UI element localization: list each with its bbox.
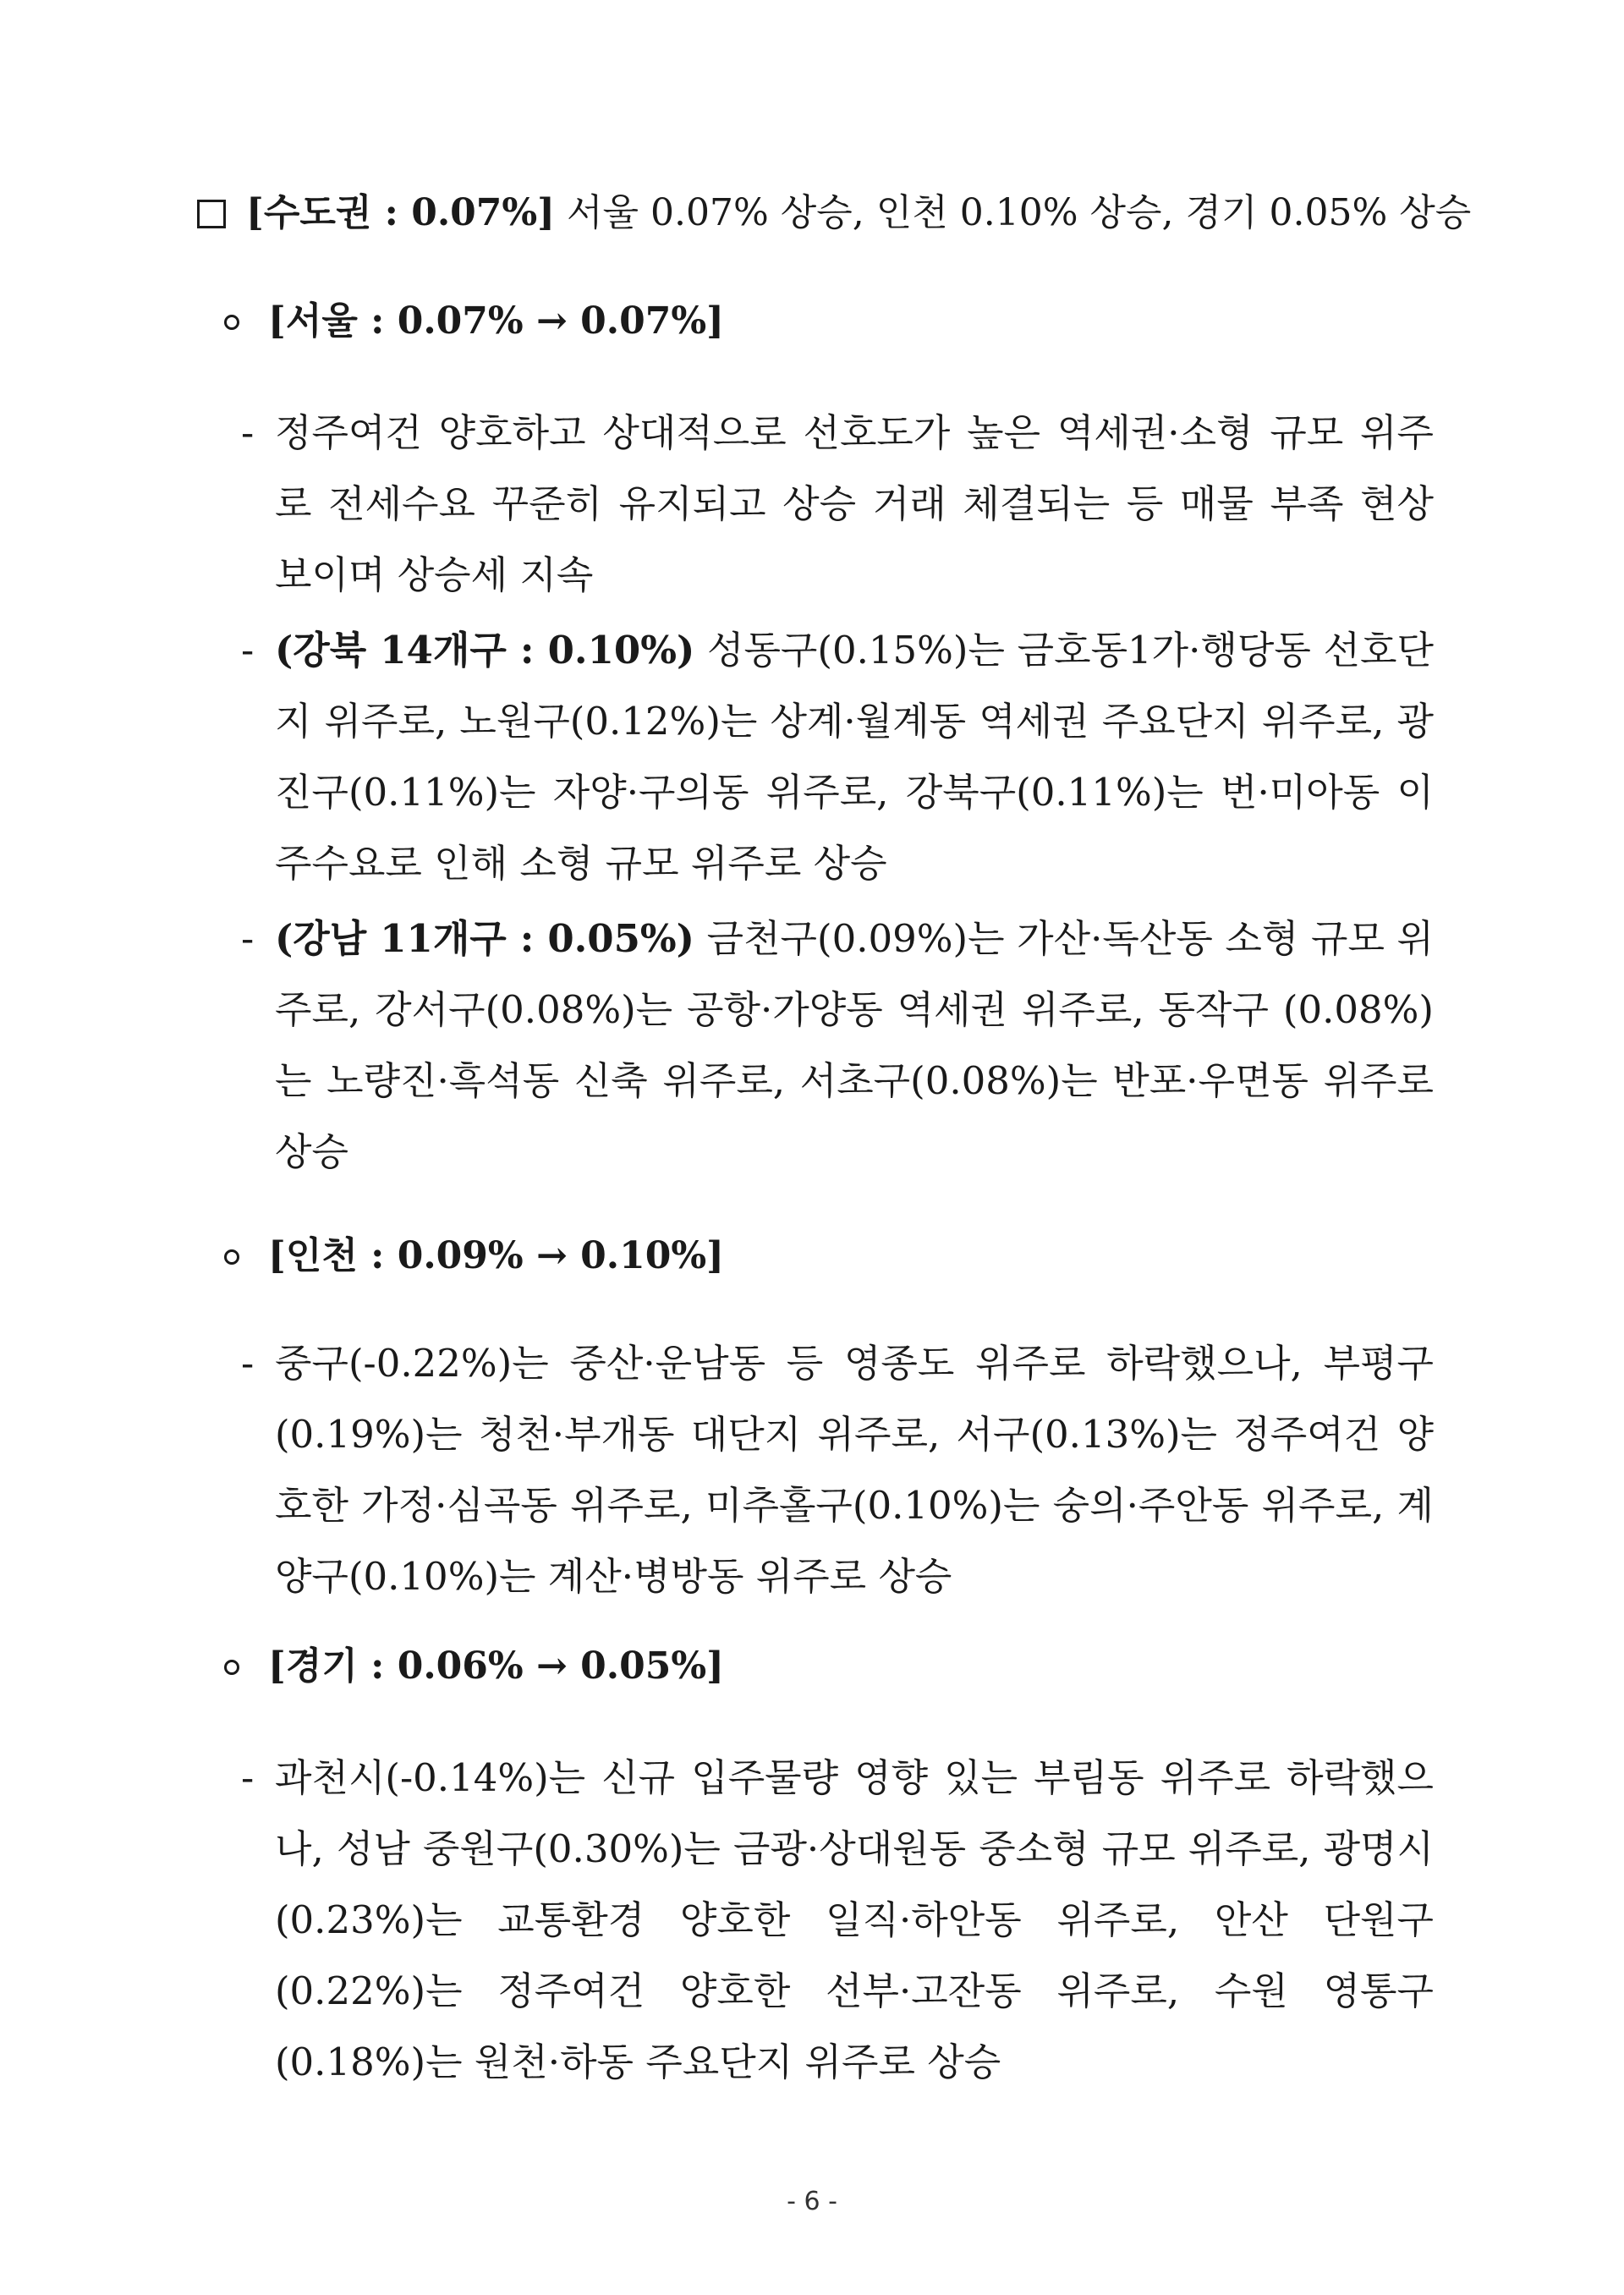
incheon-heading-text: [인천 : 0.09% → 0.10%] <box>268 1234 724 1277</box>
bullet-text: 과천시(-0.14%)는 신규 입주물량 영향 있는 부림동 위주로 하락했으나, 성남 중원구(0.30%)는 금광·상대원동 중소형 규모 위주로, 광명시(0.23%)는 교통환경 양호한 일직·하안동 위주로, 안산 단원구(0.22%)는 정주여건 양호한 선부·고잔동 위주로, 수원 영통구(0.18%)는 원천·하동 주요단지 위주로 상승 <box>275 1755 1434 2084</box>
gyeonggi-bullet-1 <box>241 1743 1434 2098</box>
circle-bullet-icon <box>224 315 239 330</box>
page-number: - 6 - <box>787 2187 837 2216</box>
gyeonggi-heading-text: [경기 : 0.06% → 0.05%] <box>268 1644 724 1688</box>
incheon-bullet-1 <box>241 1328 1434 1612</box>
gyeonggi-heading <box>224 1641 724 1692</box>
seoul-bullet-3 <box>241 903 1434 1188</box>
incheon-heading <box>224 1231 724 1282</box>
bullet-text: 정주여건 양호하고 상대적으로 선호도가 높은 역세권·소형 규모 위주로 전세수요 꾸준히 유지되고 상승 거래 체결되는 등 매물 부족 현상 보이며 상승세 지속 <box>275 410 1434 597</box>
dash-marker: - <box>241 628 255 673</box>
checkbox-square-icon <box>197 200 226 228</box>
bullet-text: 성동구(0.15%)는 금호동1가·행당동 선호단지 위주로, 노원구(0.12%)는 상계·월계동 역세권 주요단지 위주로, 광진구(0.11%)는 자양·구의동 위주로, 강북구(0.11%)는 번·미아동 이주수요로 인해 소형 규모 위주로 상승 <box>275 628 1434 886</box>
summary-text: 서울 0.07% 상승, 인천 0.10% 상승, 경기 0.05% 상승 <box>567 191 1472 234</box>
dash-marker: - <box>241 410 255 455</box>
bullet-text: 금천구(0.09%)는 가산·독산동 소형 규모 위주로, 강서구(0.08%)는 공항·가양동 역세권 위주로, 동작구 (0.08%)는 노량진·흑석동 신축 위주로, 서초구(0.08%)는 반포·우면동 위주로 상승 <box>275 916 1435 1174</box>
section-summary-heading <box>197 188 1472 239</box>
seoul-heading-text: [서울 : 0.07% → 0.07%] <box>268 299 724 343</box>
dash-marker: - <box>241 1341 255 1386</box>
seoul-bullet-2 <box>241 615 1434 899</box>
bullet-label: (강남 11개구 : 0.05%) <box>275 916 694 961</box>
circle-bullet-icon <box>224 1249 239 1265</box>
seoul-bullet-1 <box>241 398 1434 611</box>
dash-marker: - <box>241 1755 255 1800</box>
bullet-label: (강북 14개구 : 0.10%) <box>275 628 695 673</box>
summary-label: [수도권 : 0.07%] <box>246 191 555 234</box>
circle-bullet-icon <box>224 1660 239 1675</box>
seoul-heading <box>224 296 724 347</box>
dash-marker: - <box>241 916 255 961</box>
bullet-text: 중구(-0.22%)는 중산·운남동 등 영종도 위주로 하락했으나, 부평구 (0.19%)는 청천·부개동 대단지 위주로, 서구(0.13%)는 정주여건 양호한 가정·심곡동 위주로, 미추홀구(0.10%)는 숭의·주안동 위주로, 계양구(0.10%)는 계산·병방동 위주로 상승 <box>275 1341 1434 1599</box>
